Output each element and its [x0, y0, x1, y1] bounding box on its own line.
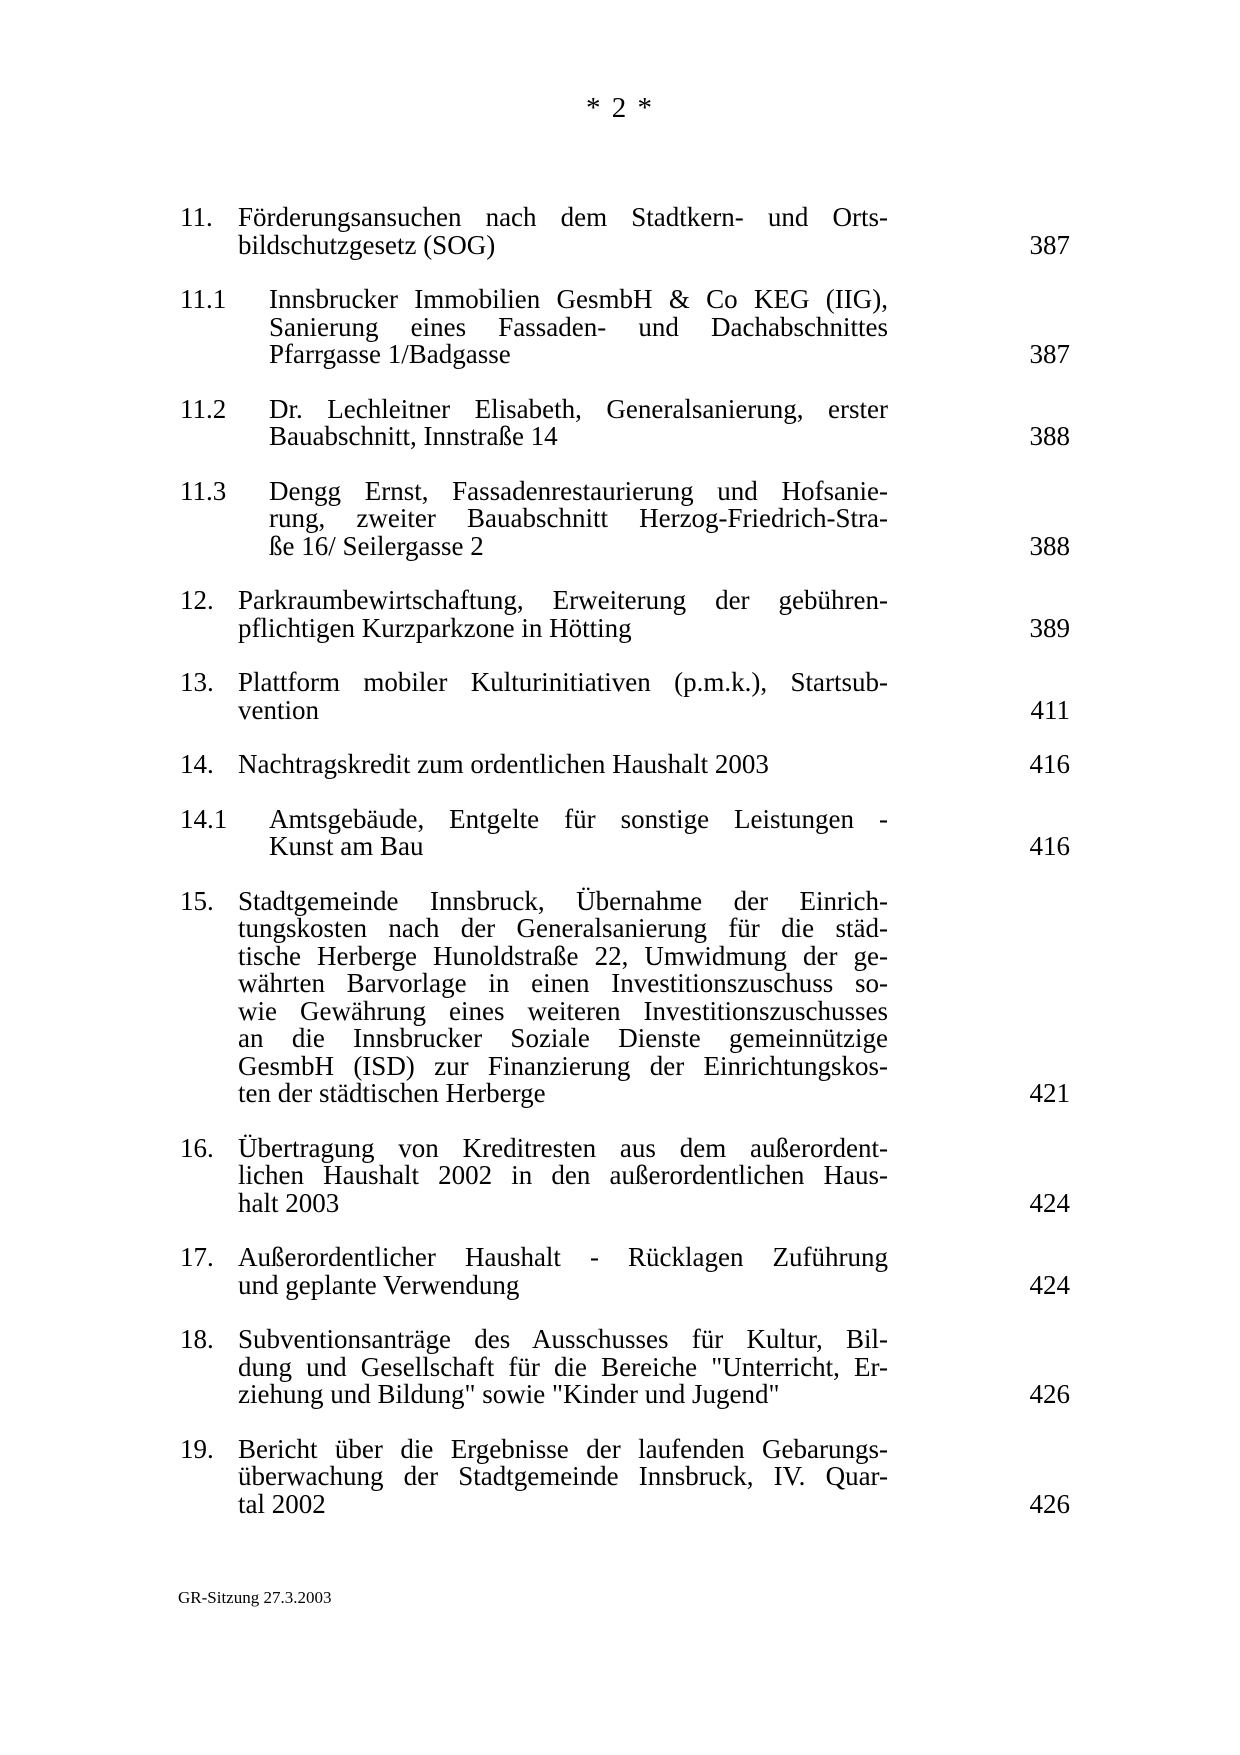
toc-entry-title: [269, 393, 888, 451]
toc-entry: [180, 803, 1070, 861]
toc-entry-page: 421: [1029, 1078, 1070, 1108]
toc-entry-title: [238, 751, 888, 779]
toc-entry-title-line: Außerordentlicher Haushalt - Rücklagen Zuführung: [238, 1242, 888, 1272]
toc-entry-number: 12.: [180, 585, 214, 615]
toc-entry-page: 424: [1029, 1187, 1070, 1218]
toc-entry-page: 388: [1029, 530, 1070, 561]
toc-entry-page: 426: [1029, 1488, 1070, 1519]
toc-entry-title-line: tal 2002: [238, 1488, 326, 1519]
toc-entry-title-line: Bauabschnitt, Innstraße 14: [269, 421, 558, 451]
toc-entry-page: 388: [1029, 421, 1070, 451]
toc-entry-number: 11.1: [180, 284, 227, 314]
toc-entry-title-line: dung und Gesellschaft für die Bereiche "Unterricht, Er-: [238, 1351, 888, 1382]
toc-entry-page: 387: [1029, 339, 1070, 369]
toc-entry-title: [238, 1132, 888, 1218]
toc-entry-page: 387: [1029, 229, 1070, 260]
toc-entry: [180, 1132, 1070, 1218]
toc-entry-number: 13.: [180, 667, 214, 697]
toc-entry-title-line: rung, zweiter Bauabschnitt Herzog-Friedrich-Stra-: [269, 503, 888, 533]
toc-entry-number: 11.2: [180, 393, 227, 424]
toc-entry-number: 14.1: [180, 803, 228, 834]
toc-entry-title-line: Übertragung von Kreditresten aus dem außerordent-: [238, 1132, 888, 1163]
toc-entry-number: 15.: [180, 885, 214, 916]
toc-entry: [180, 1244, 1070, 1299]
toc-entry-title-line: Kunst am Bau: [269, 831, 424, 861]
toc-entry-title-line: Dr. Lechleitner Elisabeth, Generalsanierung, erster: [269, 393, 888, 424]
toc-entry: [180, 587, 1070, 642]
toc-entry-title-line: tische Herberge Hunoldstraße 22, Umwidmung der ge-: [238, 940, 888, 971]
toc-entry-number: 18.: [180, 1324, 214, 1354]
toc-entry-number: 11.: [180, 202, 213, 232]
toc-entry-title-line: Subventionsanträge des Ausschusses für Kultur, Bil-: [238, 1324, 888, 1354]
toc-entry-title-line: Förderungsansuchen nach dem Stadtkern- und Orts-: [238, 202, 888, 232]
toc-entry-title-line: Sanierung eines Fassaden- und Dachabschnittes: [269, 311, 888, 342]
toc-entry-title: [238, 1244, 888, 1299]
toc-entry-page: 416: [1029, 831, 1070, 861]
toc-entry-title: [238, 669, 888, 724]
toc-entry: [180, 1326, 1070, 1409]
toc-entry-title-line: Plattform mobiler Kulturinitiativen (p.m.k.), Startsub-: [238, 667, 888, 697]
toc-entry-title-line: überwachung der Stadtgemeinde Innsbruck, IV. Quar-: [238, 1461, 888, 1491]
toc-entry-title: [269, 475, 888, 561]
toc-entry-page: 389: [1029, 612, 1070, 643]
toc-entry-title: [238, 1326, 888, 1409]
toc-entry-title-line: tungskosten nach der Generalsanierung für die städ-: [238, 913, 888, 943]
toc-entry: [180, 669, 1070, 724]
toc-entry-title-line: Dengg Ernst, Fassadenrestaurierung und Hofsanie-: [269, 475, 888, 506]
toc-entry-title-line: Parkraumbewirtschaftung, Erweiterung der gebühren-: [238, 585, 888, 615]
table-of-contents: [180, 204, 1070, 1545]
toc-entry: [180, 885, 1070, 1108]
toc-entry-number: 14.: [180, 749, 214, 779]
toc-entry-title-line: Nachtragskredit zum ordentlichen Haushalt 2003: [238, 749, 769, 779]
toc-entry: [180, 204, 1070, 259]
toc-entry-title-line: halt 2003: [238, 1187, 340, 1218]
toc-entry: [180, 475, 1070, 561]
toc-entry-title-line: ziehung und Bildung" sowie "Kinder und Jugend": [238, 1379, 780, 1409]
page-number: * 2 *: [586, 92, 654, 124]
toc-entry-title-line: und geplante Verwendung: [238, 1269, 520, 1300]
toc-entry-title-line: ten der städtischen Herberge: [238, 1078, 546, 1108]
toc-entry-title-line: Bericht über die Ergebnisse der laufenden Gebarungs-: [238, 1433, 888, 1464]
toc-entry: [180, 751, 1070, 779]
toc-entry-title: [269, 286, 888, 369]
toc-entry-title-line: währten Barvorlage in einen Investitionszuschuss so-: [238, 968, 888, 998]
toc-entry-title-line: Stadtgemeinde Innsbruck, Übernahme der Einrich-: [238, 885, 888, 916]
toc-entry-title-line: Amtsgebäude, Entgelte für sonstige Leistungen -: [269, 803, 888, 834]
toc-entry-page: 426: [1029, 1379, 1070, 1409]
toc-entry-title: [238, 885, 888, 1108]
footer-session-date: GR-Sitzung 27.3.2003: [178, 1588, 332, 1607]
toc-entry-title-line: bildschutzgesetz (SOG): [238, 229, 496, 260]
toc-entry-page: 411: [1030, 694, 1070, 725]
toc-entry-title: [269, 803, 888, 861]
toc-entry: [180, 393, 1070, 451]
toc-entry-page: 416: [1029, 749, 1070, 779]
toc-entry-title-line: an die Innsbrucker Soziale Dienste gemeinnützige: [238, 1023, 888, 1053]
toc-entry-title: [238, 587, 888, 642]
toc-entry-title-line: lichen Haushalt 2002 in den außerordentlichen Haus-: [238, 1160, 888, 1190]
toc-entry-page: 424: [1029, 1269, 1070, 1300]
toc-entry-title: [238, 204, 888, 259]
toc-entry-title-line: ße 16/ Seilergasse 2: [269, 530, 484, 561]
toc-entry-title-line: wie Gewährung eines weiteren Investitionszuschusses: [238, 995, 888, 1026]
toc-entry-title: [238, 1433, 888, 1519]
toc-entry: [180, 1433, 1070, 1519]
toc-entry-number: 17.: [180, 1242, 214, 1272]
toc-entry: [180, 286, 1070, 369]
toc-entry-title-line: vention: [238, 694, 319, 725]
toc-entry-number: 11.3: [180, 475, 227, 506]
toc-entry-title-line: Pfarrgasse 1/Badgasse: [269, 339, 511, 369]
toc-entry-title-line: Innsbrucker Immobilien GesmbH & Co KEG (IIG),: [269, 284, 888, 314]
toc-entry-title-line: pflichtigen Kurzparkzone in Hötting: [238, 612, 632, 643]
toc-entry-number: 16.: [180, 1132, 214, 1163]
toc-entry-title-line: GesmbH (ISD) zur Finanzierung der Einrichtungskos-: [238, 1050, 888, 1081]
toc-entry-number: 19.: [180, 1433, 214, 1464]
